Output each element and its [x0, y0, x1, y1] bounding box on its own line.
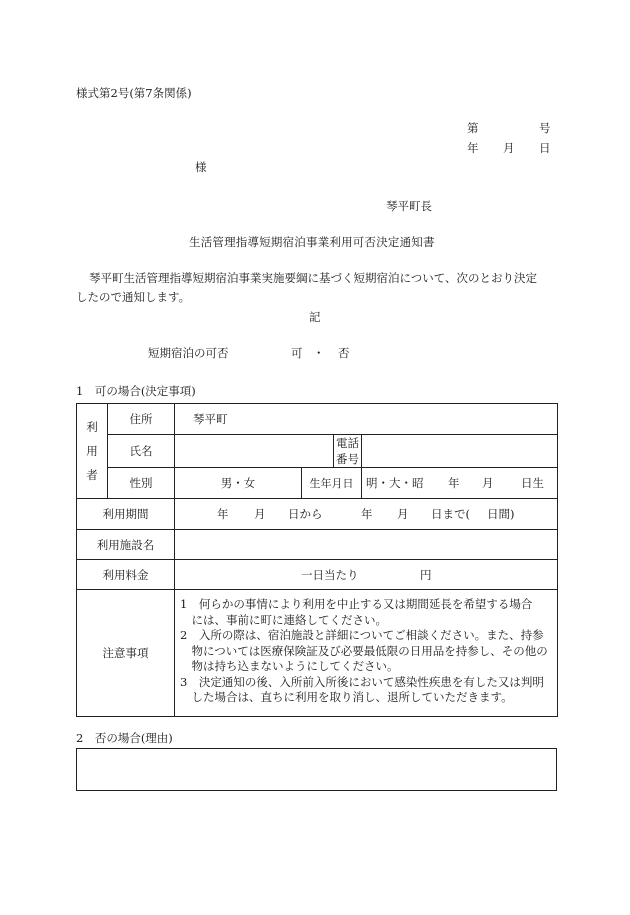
- facility-value[interactable]: [175, 530, 558, 560]
- note-line-2: には、事前に町に連絡してください。: [180, 612, 387, 627]
- address-label: 住所: [108, 404, 175, 435]
- birth-eras: 明・大・昭: [366, 476, 424, 490]
- birth-year: 年: [448, 476, 460, 490]
- period-until: 日まで(: [431, 507, 470, 521]
- addressee-suffix: 様: [195, 160, 207, 174]
- doc-number-prefix: 第: [467, 121, 479, 135]
- phone-value[interactable]: [362, 435, 558, 468]
- period-days: 日間): [487, 507, 515, 521]
- note-line-5: 物は持ち込まないようにしてください。: [180, 659, 399, 673]
- date-month: 月: [503, 141, 515, 155]
- user-group-char-1: 利: [86, 420, 98, 434]
- birth-value[interactable]: [362, 468, 558, 499]
- decision-table: [76, 403, 558, 717]
- period-year-1: 年: [217, 507, 229, 521]
- fee-value[interactable]: [175, 560, 558, 590]
- address-value: 琴平町: [175, 404, 558, 435]
- fee-per-day: 一日当たり: [301, 568, 359, 582]
- period-label: 利用期間: [77, 499, 175, 530]
- name-label: 氏名: [108, 435, 175, 468]
- fee-yen: 円: [420, 568, 432, 582]
- decision-hi: 否: [338, 346, 350, 360]
- name-value[interactable]: [175, 435, 334, 468]
- date-year: 年: [467, 141, 479, 155]
- period-from: 日から: [288, 507, 323, 521]
- decision-dot: ・: [313, 346, 325, 360]
- ki-marker: 記: [309, 310, 321, 324]
- phone-label: 電話番号: [334, 435, 362, 468]
- reason-box[interactable]: [76, 748, 557, 791]
- decision-ka: 可: [291, 346, 303, 360]
- note-line-6: 3 決定通知の後、入所前入所後において感染性疾患を有した又は判明: [180, 674, 544, 689]
- note-line-7: した場合は、直ちに利用を取り消し、退所していただきます。: [180, 690, 513, 704]
- period-year-2: 年: [361, 507, 373, 521]
- user-group-char-2: 用: [86, 444, 98, 458]
- section-1-heading: 1 可の場合(決定事項): [76, 384, 196, 398]
- gender-value[interactable]: 男・女: [175, 468, 302, 499]
- facility-label: 利用施設名: [77, 530, 175, 560]
- period-month-1: 月: [254, 507, 266, 521]
- gender-label: 性別: [108, 468, 175, 499]
- section-2-heading: 2 否の場合(理由): [76, 731, 173, 745]
- note-line-1: 1 何らかの事情により利用を中止する又は期間延長を希望する場合: [180, 597, 533, 611]
- doc-number-suffix: 号: [539, 121, 551, 135]
- birth-day: 日生: [521, 476, 544, 490]
- notes-cell: [175, 590, 558, 717]
- note-line-3: 2 入所の際は、宿泊施設と詳細についてご相談ください。また、持参: [180, 628, 544, 642]
- decision-label: 短期宿泊の可否: [148, 346, 229, 360]
- body-line-1: 琴平町生活管理指導短期宿泊事業実施要綱に基づく短期宿泊について、次のとおり決定: [89, 271, 538, 285]
- user-group-char-3: 者: [86, 468, 98, 482]
- user-group-cell: [77, 404, 108, 499]
- date-day: 日: [539, 141, 551, 155]
- fee-label: 利用料金: [77, 560, 175, 590]
- birth-label: 生年月日: [302, 468, 362, 499]
- note-line-4: 物については医療保険証及び必要最低限の日用品を持参し、その他の: [180, 643, 548, 658]
- period-value[interactable]: [175, 499, 558, 530]
- notes-label: 注意事項: [77, 590, 175, 717]
- body-line-2: したので通知します。: [76, 290, 191, 304]
- issuer: 琴平町長: [386, 199, 432, 213]
- period-month-2: 月: [397, 507, 409, 521]
- birth-month: 月: [482, 476, 494, 490]
- form-number: 様式第2号(第7条関係): [76, 86, 192, 100]
- document-title: 生活管理指導短期宿泊事業利用可否決定通知書: [189, 235, 435, 249]
